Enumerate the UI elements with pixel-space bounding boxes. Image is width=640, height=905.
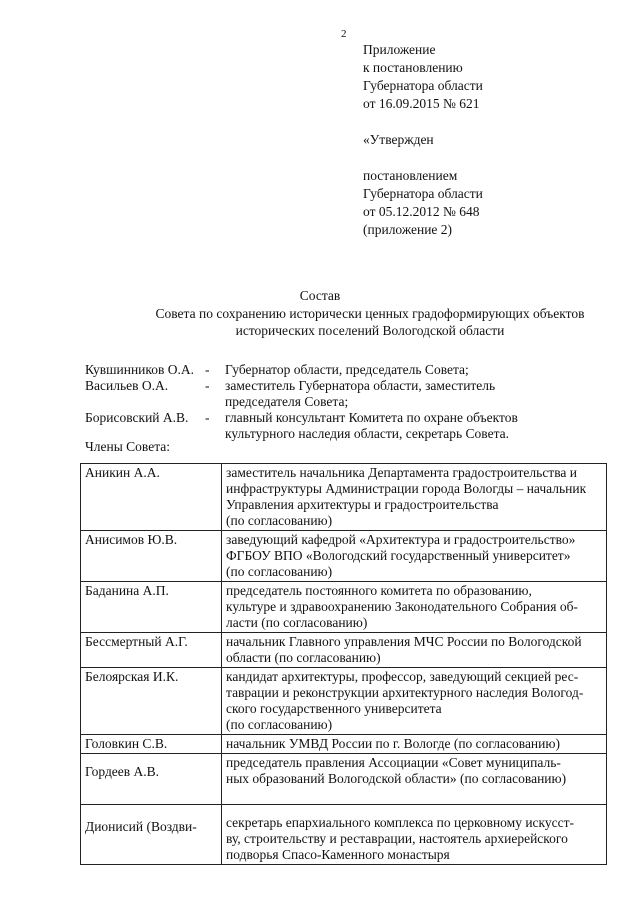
member-name: Баданина А.П. [81,582,222,633]
leader-role: заместитель Губернатора области, заместитель председателя Совета; [225,378,496,409]
page-number: 2 [341,28,347,40]
table-row [81,805,607,865]
document-subtitle [120,305,620,339]
approved-line: (приложение 2) [363,222,453,237]
annex-line: Приложение [363,42,436,57]
member-role: кандидат архитектуры, профессор, заведующий секцией рес- таврации и реконструкции архитектурного наследия Вологод- ского государственного университета (по согласованию) [222,668,607,735]
member-role: секретарь епархиального комплекса по церковному искусст- ву, строительству и реставрации, настоятель архиерейского подворья Спасо-Каменного монастыря [222,805,607,865]
member-role: председатель правления Ассоциации «Совет муниципаль- ных образований Вологодской области» (по согласованию) [222,754,607,805]
member-name: Белоярская И.К. [81,668,222,735]
member-role: заместитель начальника Департамента градостроительства и инфраструктуры Администрации города Вологды – начальник Управления архитектуры и градостроительства (по согласованию) [222,464,607,531]
approved-line [363,149,623,167]
approved-line: Губернатора области [363,186,483,201]
annex-line: к постановлению [363,60,463,75]
member-name: Дионисий (Воздви- [81,805,222,865]
leader-name: Борисовский А.В. [85,410,189,425]
leader-role: Губернатор области, председатель Совета; [225,362,469,377]
member-role: председатель постоянного комитета по образованию, культуре и здравоохранению Законодательного Собрания об- ласти (по согласованию) [222,582,607,633]
annex-block [363,41,623,239]
table-row [81,668,607,735]
table-row [81,531,607,582]
table-row [81,582,607,633]
leader-row [85,378,625,410]
table-row [81,633,607,668]
leader-dash: - [205,410,210,425]
member-role: начальник УМВД России по г. Вологде (по согласованию) [222,735,607,754]
leader-dash: - [205,378,210,393]
leader-row [85,410,625,442]
table-row [81,754,607,805]
member-role: заведующий кафедрой «Архитектура и градостроительство» ФГБОУ ВПО «Вологодский государственный университет» (по согласованию) [222,531,607,582]
subtitle-line: исторических поселений Вологодской области [235,323,505,338]
leader-dash: - [205,362,210,377]
annex-line: от 16.09.2015 № 621 [363,96,480,111]
members-table [80,463,607,865]
approved-line: от 05.12.2012 № 648 [363,204,480,219]
table-row [81,735,607,754]
leader-row [85,362,625,378]
member-role: начальник Главного управления МЧС России по Вологодской области (по согласованию) [222,633,607,668]
subtitle-line: Совета по сохранению исторически ценных градоформирующих объектов [155,306,585,321]
approved-line: постановлением [363,168,458,183]
member-name: Аникин А.А. [81,464,222,531]
leader-name: Васильев О.А. [85,378,169,393]
member-name: Головкин С.В. [81,735,222,754]
approved-line: «Утвержден [363,132,434,147]
annex-line: Губернатора области [363,78,483,93]
leader-name: Кувшинников О.А. [85,362,195,377]
leader-role: главный консультант Комитета по охране объектов культурного наследия области, секретарь Совета. [225,410,518,441]
member-name: Гордеев А.В. [81,754,222,805]
member-name: Анисимов Ю.В. [81,531,222,582]
table-row [81,464,607,531]
member-name: Бессмертный А.Г. [81,633,222,668]
members-label: Члены Совета: [85,439,171,454]
document-title: Состав [299,288,341,303]
